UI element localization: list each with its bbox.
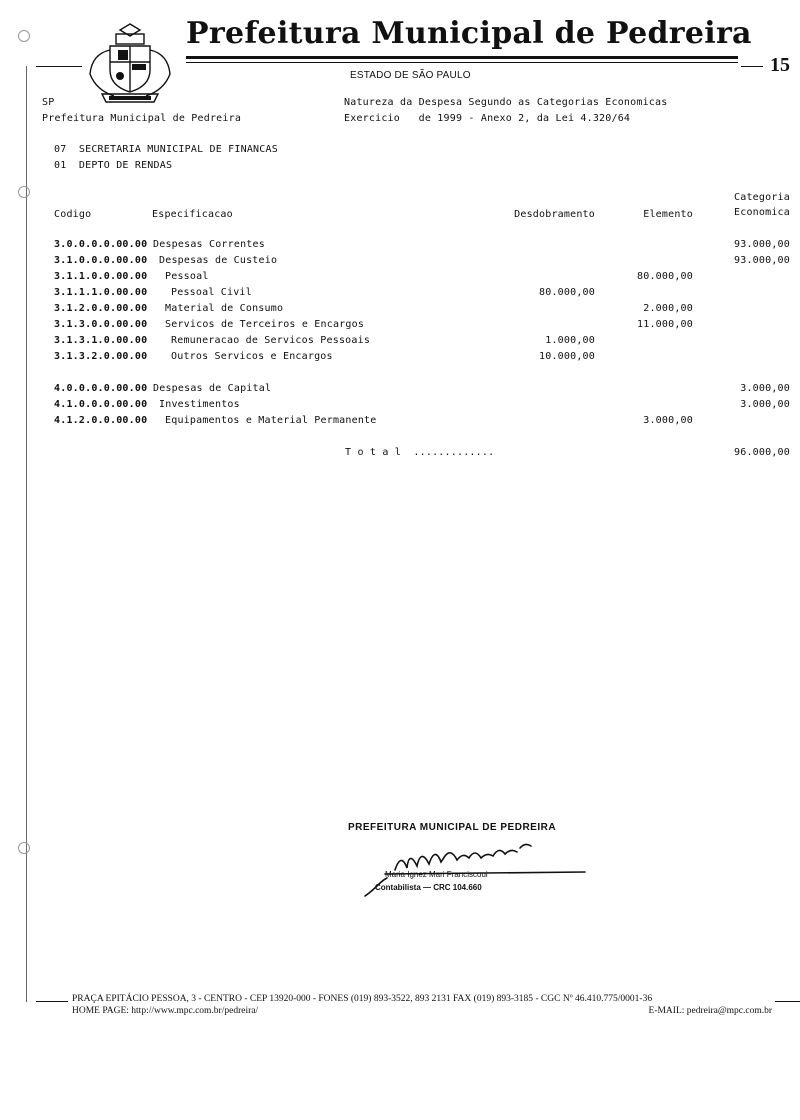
table-row	[0, 383, 800, 397]
row-spec: Pessoal	[165, 271, 209, 282]
table-row	[0, 351, 800, 365]
column-header-categoria-line1: Categoria	[734, 192, 790, 203]
table-row	[0, 239, 800, 253]
row-elemento: 80.000,00	[637, 271, 693, 282]
row-desdobramento: 10.000,00	[539, 351, 595, 362]
frame-bottom-line	[36, 1001, 68, 1002]
row-categoria: 3.000,00	[740, 399, 790, 410]
page-number: 15	[770, 54, 790, 76]
table-row	[0, 319, 800, 333]
footer-email: E-MAIL: pedreira@mpc.com.br	[648, 1006, 772, 1016]
handwritten-signature	[335, 834, 595, 904]
row-code: 3.1.0.0.0.00.00	[54, 255, 148, 266]
row-spec: Pessoal Civil	[171, 287, 252, 298]
row-categoria: 93.000,00	[734, 239, 790, 250]
binder-hole-mark	[18, 186, 30, 198]
frame-top-right-line	[741, 66, 763, 67]
column-header-spec: Especificacao	[152, 209, 233, 220]
row-code: 3.0.0.0.0.00.00	[54, 239, 148, 250]
binder-hole-mark	[18, 842, 30, 854]
row-elemento: 11.000,00	[637, 319, 693, 330]
total-value: 96.000,00	[734, 447, 790, 458]
table-row	[0, 255, 800, 269]
row-spec: Investimentos	[159, 399, 240, 410]
municipal-crest-logo	[80, 20, 180, 104]
row-code: 3.1.3.2.0.00.00	[54, 351, 148, 362]
row-spec: Remuneracao de Servicos Pessoais	[171, 335, 371, 346]
page-title: Prefeitura Municipal de Pedreira	[186, 16, 752, 51]
row-spec: Outros Servicos e Encargos	[171, 351, 333, 362]
row-code: 4.0.0.0.0.00.00	[54, 383, 148, 394]
footer-homepage: HOME PAGE: http://www.mpc.com.br/pedreira/	[72, 1006, 259, 1016]
row-elemento: 3.000,00	[643, 415, 693, 426]
title-rule-thick	[186, 56, 738, 59]
row-categoria: 93.000,00	[734, 255, 790, 266]
signatory-role: Contabilista — CRC 104.660	[375, 883, 482, 892]
row-code: 4.1.2.0.0.00.00	[54, 415, 148, 426]
total-label: T o t a l .............	[345, 447, 495, 458]
row-spec: Equipamentos e Material Permanente	[165, 415, 377, 426]
row-spec: Despesas de Capital	[153, 383, 272, 394]
table-row	[0, 399, 800, 413]
row-desdobramento: 80.000,00	[539, 287, 595, 298]
table-row	[0, 303, 800, 317]
row-code: 3.1.3.0.0.00.00	[54, 319, 148, 330]
table-row	[0, 287, 800, 301]
frame-left-line	[26, 66, 27, 1002]
signature-organization: PREFEITURA MUNICIPAL DE PEDREIRA	[348, 822, 557, 833]
table-row	[0, 415, 800, 429]
row-code: 3.1.1.1.0.00.00	[54, 287, 148, 298]
frame-top-line	[36, 66, 82, 67]
title-rule-thin	[186, 62, 738, 63]
binder-hole-mark	[18, 30, 30, 42]
row-code: 3.1.3.1.0.00.00	[54, 335, 148, 346]
column-header-categoria-line2: Economica	[734, 207, 790, 218]
column-header-code: Codigo	[54, 209, 92, 220]
footer-address: PRAÇA EPITÁCIO PESSOA, 3 - CENTRO - CEP 13920-000 - FONES (019) 893-3522, 893 2131 FAX (019) 893-3185 - CGC Nº 46.410.775/0001-36	[72, 994, 653, 1004]
signatory-name: Maria Ignez Mari Franciscoui	[385, 870, 488, 879]
column-header-elemento: Elemento	[643, 209, 693, 220]
row-spec: Despesas de Custeio	[159, 255, 278, 266]
row-code: 3.1.2.0.0.00.00	[54, 303, 148, 314]
row-desdobramento: 1.000,00	[545, 335, 595, 346]
row-spec: Servicos de Terceiros e Encargos	[165, 319, 365, 330]
table-row	[0, 271, 800, 285]
report-unit-secretaria: 07 SECRETARIA MUNICIPAL DE FINANCAS	[54, 144, 278, 155]
state-subtitle: ESTADO DE SÃO PAULO	[350, 70, 471, 81]
column-header-desdobramento: Desdobramento	[514, 209, 595, 220]
row-spec: Material de Consumo	[165, 303, 284, 314]
table-row	[0, 335, 800, 349]
row-spec: Despesas Correntes	[153, 239, 265, 250]
report-title-line2: Exercicio de 1999 - Anexo 2, da Lei 4.320/64	[344, 113, 631, 124]
report-entity: Prefeitura Municipal de Pedreira	[42, 113, 242, 124]
column-header-categoria	[734, 192, 790, 218]
report-title-line1: Natureza da Despesa Segundo as Categorias Economicas	[344, 97, 668, 108]
row-elemento: 2.000,00	[643, 303, 693, 314]
row-code: 3.1.1.0.0.00.00	[54, 271, 148, 282]
report-uf: SP	[42, 97, 55, 108]
frame-bottom-right-line	[775, 1001, 800, 1002]
row-categoria: 3.000,00	[740, 383, 790, 394]
row-code: 4.1.0.0.0.00.00	[54, 399, 148, 410]
report-unit-depto: 01 DEPTO DE RENDAS	[54, 160, 173, 171]
